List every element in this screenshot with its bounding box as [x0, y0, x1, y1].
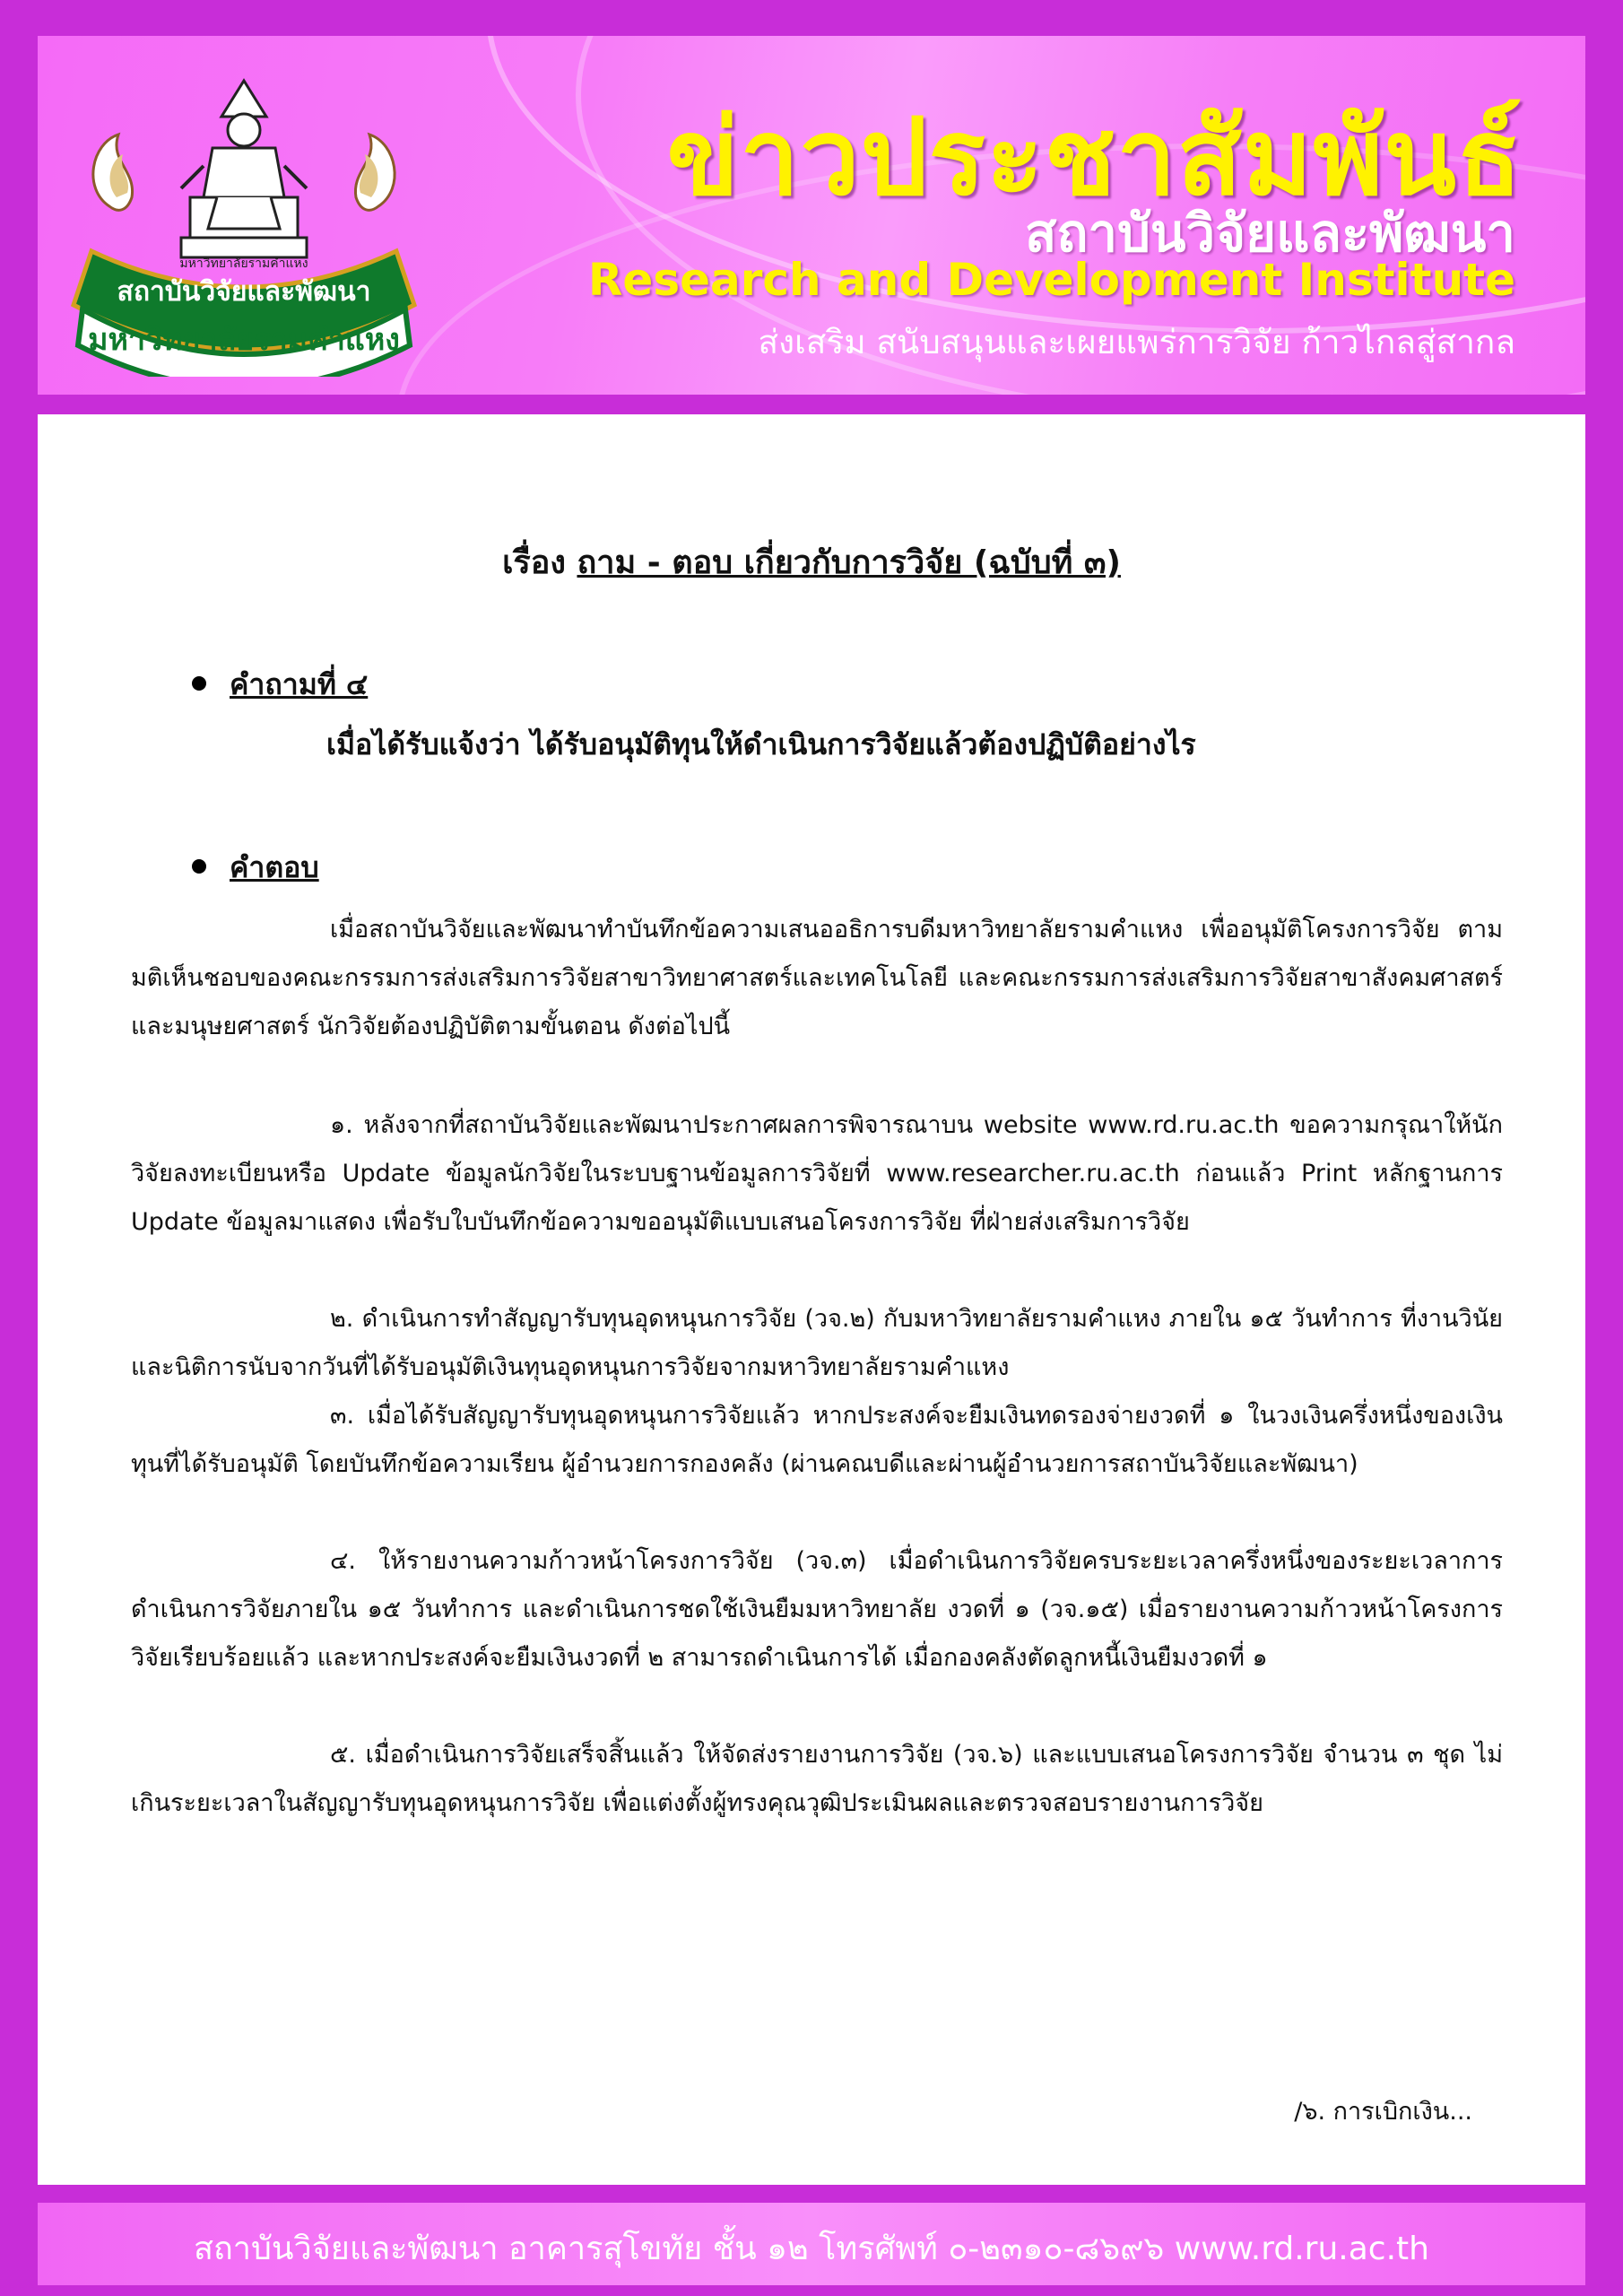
logo-top-text: มหาวิทยาลัยรามคำแหง — [179, 257, 308, 271]
institute-name-en: Research and Development Institute — [587, 254, 1515, 306]
logo-ribbon-green-text: สถาบันวิจัยและพัฒนา — [117, 276, 371, 308]
title-subject: ถาม - ตอบ เกี่ยวกับการวิจัย (ฉบับที่ ๓) — [577, 544, 1121, 581]
answer-label: คำตอบ — [230, 850, 319, 884]
answer-intro: เมื่อสถาบันวิจัยและพัฒนาทำบันทึกข้อความเสนออธิการบดีมหาวิทยาลัยรามคำแหง เพื่ออนุมัติโครงการวิจัย ตามมติเห็นชอบของคณะกรรมการส่งเสริมการวิจัยสาขาวิทยาศาสตร์และเทคโนโลยี และคณะกรรมการส่งเสริมการวิจัยสาขาสังคมศาสตร์และมนุษยศาสตร์ นักวิจัยต้องปฏิบัติตามขั้นตอน ดังต่อไปนี้ — [131, 916, 1503, 1040]
document-body — [38, 414, 1585, 2185]
bullet-dot-icon — [192, 859, 206, 874]
step-2: ๒. ดำเนินการทำสัญญารับทุนอุดหนุนการวิจัย (วจ.๒) กับมหาวิทยาลัยรามคำแหง ภายใน ๑๕ วันทำการ ที่งานวินัยและนิติการนับจากวันที่ได้รับอนุมัติเงินทุนอุดหนุนการวิจัยจากมหาวิทยาลัยรามคำแหง — [131, 1305, 1503, 1381]
title-prefix: เรื่อง — [502, 544, 566, 581]
question-label: คำถามที่ ๔ — [230, 667, 369, 701]
bullet-dot-icon — [192, 676, 206, 691]
king-statue-icon — [181, 81, 307, 257]
flame-ornament-left-icon — [93, 135, 133, 210]
institute-name-th: สถาบันวิจัยและพัฒนา — [1024, 203, 1515, 264]
continuation-note: /๖. การเบิกเงิน... — [1294, 2098, 1472, 2126]
step-4: ๔. ให้รายงานความก้าวหน้าโครงการวิจัย (วจ.๓) เมื่อดำเนินการวิจัยครบระยะเวลาครึ่งหนึ่งของระยะเวลาการดำเนินการวิจัยภายใน ๑๕ วันทำการ และดำเนินการชดใช้เงินยืมมหาวิทยาลัย งวดที่ ๑ (วจ.๑๕) เมื่อรายงานความก้าวหน้าโครงการวิจัยเรียบร้อยแล้ว และหากประสงค์จะยืมเงินงวดที่ ๒ สามารถดำเนินการได้ เมื่อกองคลังตัดลูกหนี้เงินยืมงวดที่ ๑ — [131, 1547, 1503, 1672]
step-3: ๓. เมื่อได้รับสัญญารับทุนอุดหนุนการวิจัยแล้ว หากประสงค์จะยืมเงินทดรองจ่ายงวดที่ ๑ ในวงเงินครึ่งหนึ่งของเงินทุนที่ได้รับอนุมัติ โดยบันทึกข้อความเรียน ผู้อำนวยการกองคลัง (ผ่านคณบดีและผ่านผู้อำนวยการสถาบันวิจัยและพัฒนา) — [131, 1402, 1503, 1478]
slogan: ส่งเสริม สนับสนุนและเผยแพร่การวิจัย ก้าวไกลสู่สากล — [758, 323, 1515, 361]
header-banner — [38, 36, 1585, 395]
question-text: เมื่อได้รับแจ้งว่า ได้รับอนุมัติทุนให้ดำเนินการวิจัยแล้วต้องปฏิบัติอย่างไร — [326, 727, 1196, 761]
institute-logo — [56, 54, 432, 377]
news-title: ข่าวประชาสัมพันธ์ — [666, 95, 1523, 219]
flame-ornament-right-icon — [355, 135, 395, 210]
logo-ribbon-white-text: มหาวิทยาลัยรามคำแหง — [88, 322, 400, 358]
footer-bar — [38, 2203, 1585, 2285]
footer-contact-text: สถาบันวิจัยและพัฒนา อาคารสุโขทัย ชั้น ๑๒ โทรศัพท์ ๐-๒๓๑๐-๘๖๙๖ www.rd.ru.ac.th — [194, 2231, 1429, 2267]
step-5: ๕. เมื่อดำเนินการวิจัยเสร็จสิ้นแล้ว ให้จัดส่งรายงานการวิจัย (วจ.๖) และแบบเสนอโครงการวิจัย จำนวน ๓ ชุด ไม่เกินระยะเวลาในสัญญารับทุนอุดหนุนการวิจัย เพื่อแต่งตั้งผู้ทรงคุณวุฒิประเมินผลและตรวจสอบรายงานการวิจัย — [131, 1741, 1503, 1817]
step-1: ๑. หลังจากที่สถาบันวิจัยและพัฒนาประกาศผลการพิจารณาบน website www.rd.ru.ac.th ขอความกรุณาให้นักวิจัยลงทะเบียนหรือ Update ข้อมูลนักวิจัยในระบบฐานข้อมูลการวิจัยที่ www.researcher.ru.ac.th ก่อนแล้ว Print หลักฐานการ Update ข้อมูลมาแสดง เพื่อรับใบบันทึกข้อความขออนุมัติแบบเสนอโครงการวิจัย ที่ฝ่ายส่งเสริมการวิจัย — [131, 1111, 1503, 1236]
document-title — [38, 536, 1585, 587]
